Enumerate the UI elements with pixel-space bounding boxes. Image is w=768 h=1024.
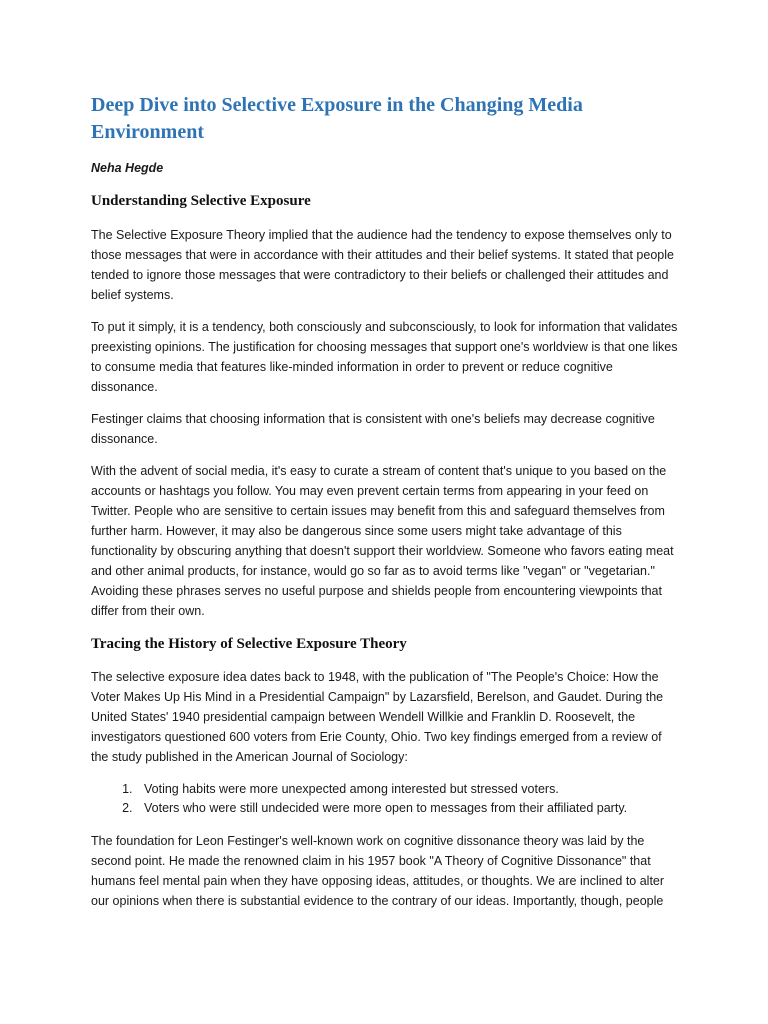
- paragraph: The selective exposure idea dates back to 1948, with the publication of "The People's Choice: How the Voter Makes Up His Mind in a Presidential Campaign" by Lazarsfield, Berelson, and Gaudet. During the United States' 1940 presidential campaign between Wendell Willkie and Franklin D. Roosevelt, the investigators questioned 600 voters from Erie County, Ohio. Two key findings emerged from a review of the study published in the American Journal of Sociology:: [91, 670, 664, 764]
- author-name: Neha Hegde: [91, 161, 164, 175]
- paragraph: Festinger claims that choosing information that is consistent with one's beliefs may decrease cognitive dissonance.: [91, 412, 655, 446]
- section-heading-understanding: Understanding Selective Exposure: [91, 193, 311, 209]
- document-title: Deep Dive into Selective Exposure in the Changing Media Environment: [91, 94, 583, 143]
- paragraph: The Selective Exposure Theory implied that the audience had the tendency to expose themselves only to those messages that were in accordance with their attitudes and their belief systems. It stated that people tended to ignore those messages that were contradictory to their beliefs or challenged their attitudes and belief systems.: [91, 228, 674, 302]
- section-heading-history: Tracing the History of Selective Exposure Theory: [91, 636, 407, 652]
- list-item: 1. Voting habits were more unexpected among interested but stressed voters.: [136, 780, 681, 799]
- paragraph: With the advent of social media, it's easy to curate a stream of content that's unique to you based on the accounts or hashtags you follow. You may even prevent certain terms from appearing in your feed on Twitter. People who are sensitive to certain issues may benefit from this and safeguard themselves from further harm. However, it may also be dangerous since some users might take advantage of this functionality by obscuring anything that doesn't support their worldview. Someone who favors eating meat and other animal products, for instance, would go so far as to avoid terms like "vegan" or "vegetarian." Avoiding these phrases serves no useful purpose and shields people from encountering viewpoints that differ from their own.: [91, 464, 674, 618]
- paragraph: The foundation for Leon Festinger's well-known work on cognitive dissonance theory was laid by the second point. He made the renowned claim in his 1957 book "A Theory of Cognitive Dissonance" that humans feel mental pain when they have opposing ideas, attitudes, or thoughts. We are inclined to alter our opinions when there is substantial evidence to the contrary of our ideas. Importantly, though, people: [91, 834, 665, 908]
- findings-list: [91, 780, 681, 818]
- document-page: [91, 92, 681, 911]
- paragraph: To put it simply, it is a tendency, both consciously and subconsciously, to look for information that validates preexisting opinions. The justification for choosing messages that support one's worldview is that one likes to consume media that features like-minded information in order to prevent or reduce cognitive dissonance.: [91, 320, 678, 394]
- list-item: 2. Voters who were still undecided were more open to messages from their affiliated party.: [136, 799, 681, 818]
